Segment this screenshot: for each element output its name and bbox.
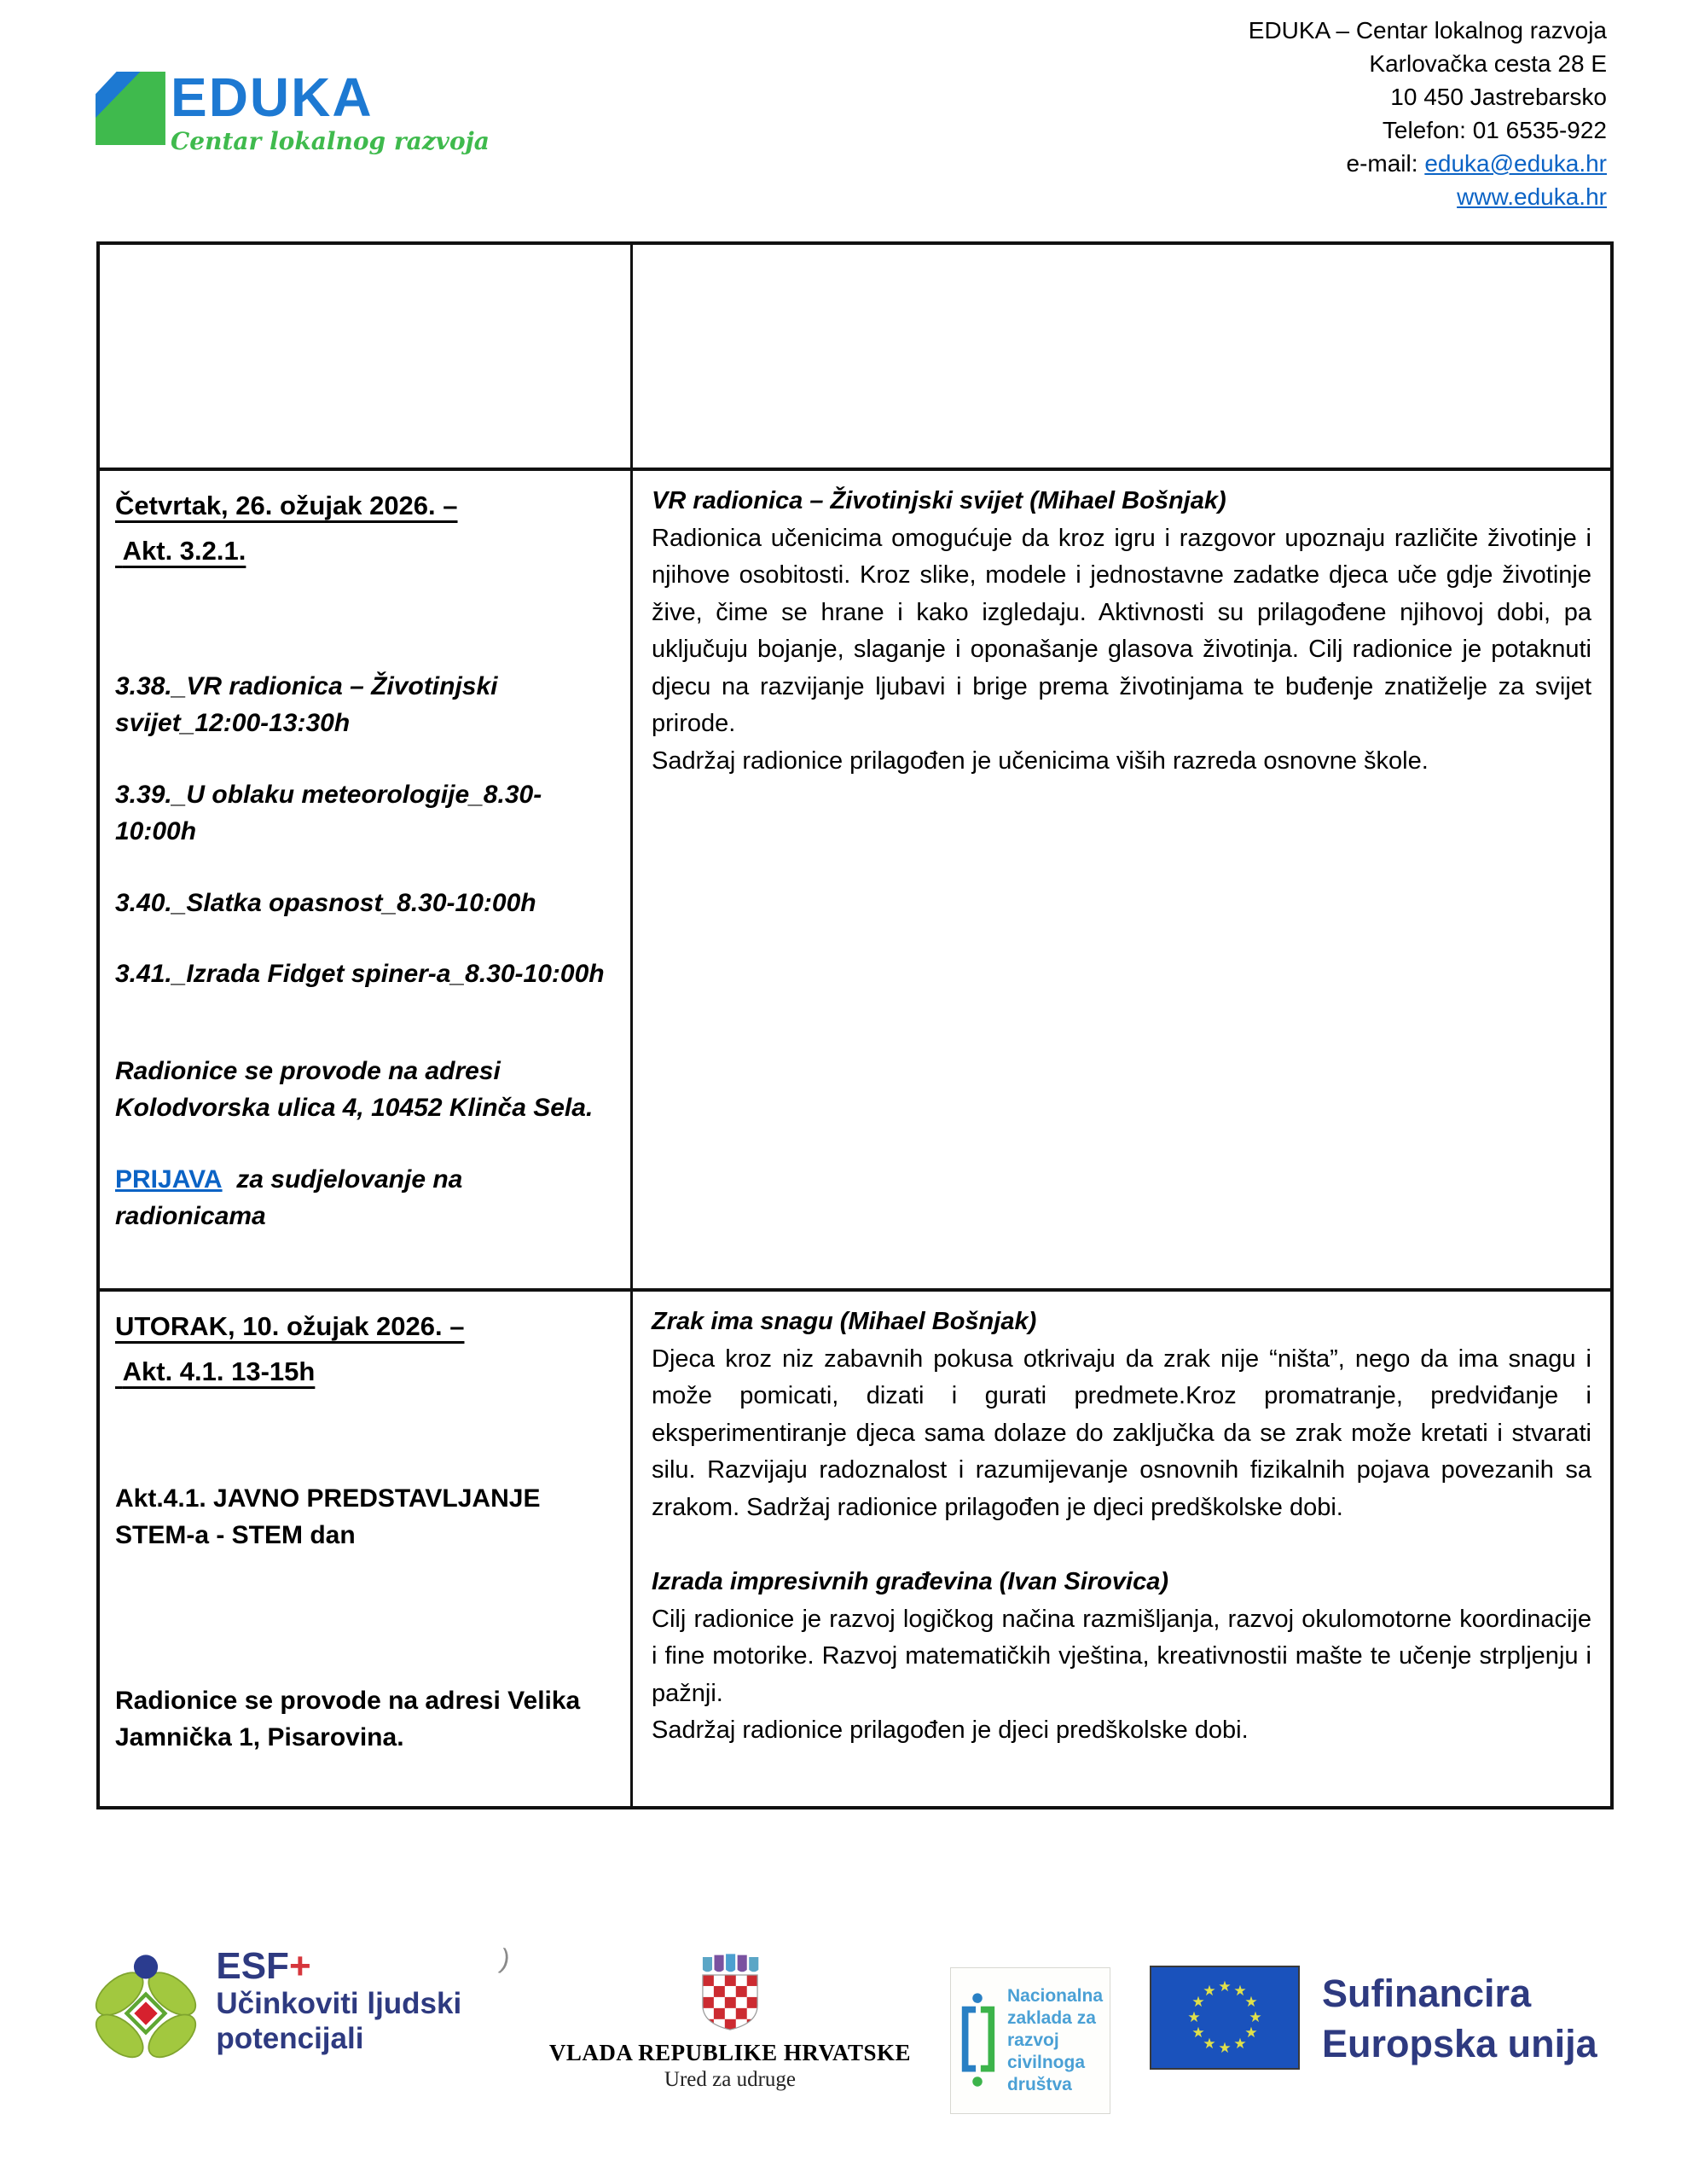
activity-item-338: 3.38._VR radionica – Životinjski svijet_12:00-13:30h bbox=[115, 671, 498, 738]
brackets-icon bbox=[958, 1987, 999, 2094]
contact-block bbox=[1249, 14, 1607, 213]
workshop-audience-gradevine: Sadržaj radionice prilagođen je djeci predškolske dobi. bbox=[652, 1716, 1249, 1744]
contact-email-line bbox=[1249, 147, 1607, 180]
esf-word-part: ESF bbox=[216, 1945, 289, 1987]
eu-flag-icon bbox=[1150, 1966, 1300, 2070]
schedule-table bbox=[96, 241, 1614, 1809]
esf-tagline-line2: potencijali bbox=[216, 2022, 364, 2056]
thursday-schedule-cell bbox=[100, 471, 633, 1292]
eduka-logo-icon bbox=[96, 72, 165, 145]
eduka-logo bbox=[96, 67, 490, 155]
eu-logo-text bbox=[1322, 1969, 1597, 2069]
eu-star: ★ bbox=[1218, 1978, 1232, 1995]
eu-text-line1: Sufinancira bbox=[1322, 1972, 1532, 2015]
eduka-logo-text bbox=[171, 67, 490, 155]
eduka-logo-tagline: Centar lokalnog razvoja bbox=[171, 126, 490, 155]
workshop-description-zrak: Djeca kroz niz zabavnih pokusa otkrivaju da zrak nije “ništa”, nego da ima snagu i može pomicati, dizati i gurati predmete.Kroz promatranje, predviđanje i eksperimentiranje djeca sama dolaze do zaključka da se zrak može kretati i stvarati silu. Razvijaju radoznalost i razumijevanje osnovnih fizikalnih pojava povezanih sa zrakom. Sadržaj radionice prilagođen je djeci predškolske dobi. bbox=[652, 1345, 1591, 1521]
workshop-description-vr: Radionica učenicima omogućuje da kroz igru i razgovor upoznaju različite životinje i njihove osobitosti. Kroz slike, modele i jednostavne zadatke djeca uče gdje životinje žive, čime se hrane i kako izgledaju. Aktivnosti su prilagođene njihovoj dobi, pa uključuju bojanje, slaganje i oponašanje glasova životinja. Cilj radionice je potaknuti djecu na razvijanje ljubavi i brige prema životinjama te buđenje znatiželje za svijet prirode. bbox=[652, 524, 1591, 737]
eu-star: ★ bbox=[1249, 2009, 1262, 2026]
zaklada-line4: civilnoga bbox=[1006, 2053, 1086, 2072]
thursday-date-heading: Četvrtak, 26. ožujak 2026. – bbox=[115, 491, 458, 520]
workshop-description-gradevine: Cilj radionice je razvoj logičkog načina razmišljanja, razvoj okulomotorne koordinacije i fine motorike. Razvoj matematičkih vještina, kreativnostii mašte te učenje strpljenju i pažnji. bbox=[652, 1605, 1591, 1707]
zaklada-logo-text bbox=[1007, 1985, 1103, 2096]
thursday-description-cell bbox=[633, 471, 1610, 1292]
vlada-logo bbox=[549, 1949, 911, 2092]
thursday-activity-code: Akt. 3.2.1. bbox=[115, 536, 246, 566]
activity-item-341: 3.41._Izrada Fidget spiner-a_8.30-10:00h bbox=[115, 960, 605, 989]
empty-cell-left bbox=[100, 245, 633, 471]
eu-star: ★ bbox=[1191, 1994, 1205, 2011]
esf-wordmark bbox=[216, 1947, 461, 1986]
workshop-title-zrak: Zrak ima snagu (Mihael Bošnjak) bbox=[652, 1308, 1037, 1335]
contact-phone-line: Telefon: 01 6535-922 bbox=[1382, 117, 1607, 143]
eu-star: ★ bbox=[1244, 1994, 1258, 2011]
registration-line bbox=[115, 1161, 615, 1235]
email-link[interactable]: eduka@eduka.hr bbox=[1424, 150, 1607, 177]
zaklada-line3: razvoj bbox=[1006, 2030, 1059, 2050]
eu-star: ★ bbox=[1187, 2009, 1201, 2026]
zaklada-line5: društva bbox=[1006, 2075, 1072, 2094]
eu-star: ★ bbox=[1218, 2040, 1232, 2057]
prijava-link[interactable]: PRIJAVA bbox=[115, 1165, 223, 1194]
zaklada-logo bbox=[950, 1967, 1110, 2114]
tuesday-address-note: Radionice se provode na adresi Velika Jamnička 1, Pisarovina. bbox=[115, 1686, 581, 1752]
tuesday-schedule-cell bbox=[100, 1292, 633, 1806]
contact-city-line: 10 450 Jastrebarsko bbox=[1390, 84, 1607, 110]
paragraph-spacer bbox=[652, 1526, 1591, 1564]
activity-item-stem-day: Akt.4.1. JAVNO PREDSTAVLJANJE STEM-a - STEM dan bbox=[115, 1484, 541, 1550]
eu-cofinancing-logo bbox=[1150, 1966, 1597, 2070]
eu-star: ★ bbox=[1244, 2024, 1258, 2042]
thursday-address-note: Radionice se provode na adresi Kolodvorska ulica 4, 10452 Klinča Sela. bbox=[115, 1056, 594, 1123]
website-link[interactable]: www.eduka.hr bbox=[1457, 183, 1607, 210]
esf-plus-sign: + bbox=[288, 1945, 311, 1987]
tuesday-activity-code: Akt. 4.1. 13-15h bbox=[115, 1356, 316, 1387]
footer-logos bbox=[0, 1943, 1687, 2114]
eu-star: ★ bbox=[1233, 1983, 1247, 2000]
zaklada-line2: zaklada za bbox=[1006, 2008, 1096, 2028]
esf-tagline-line1: Učinkoviti ljudski bbox=[216, 1987, 462, 2021]
empty-cell-right bbox=[633, 245, 1610, 471]
esf-logo bbox=[90, 1947, 461, 2068]
prijava-suffix: za sudjelovanje na radionicama bbox=[115, 1165, 470, 1231]
croatian-coat-of-arms-icon bbox=[699, 1949, 762, 2033]
eu-star: ★ bbox=[1191, 2024, 1205, 2042]
zaklada-line1: Nacionalna bbox=[1006, 1986, 1104, 2006]
eu-star: ★ bbox=[1233, 2036, 1247, 2053]
workshop-title-vr: VR radionica – Životinjski svijet (Mihael Bošnjak) bbox=[652, 487, 1226, 514]
workshop-title-gradevine: Izrada impresivnih građevina (Ivan Sirovica) bbox=[652, 1568, 1168, 1595]
eu-star: ★ bbox=[1203, 1983, 1216, 2000]
eu-star: ★ bbox=[1203, 2036, 1216, 2053]
tuesday-date-heading: UTORAK, 10. ožujak 2026. – bbox=[115, 1311, 465, 1341]
activity-item-339: 3.39._U oblaku meteorologije_8.30-10:00h bbox=[115, 780, 542, 846]
tuesday-description-cell bbox=[633, 1292, 1610, 1806]
activity-item-340: 3.40._Slatka opasnost_8.30-10:00h bbox=[115, 888, 536, 917]
scan-artifact-mark: ) bbox=[497, 1943, 513, 1975]
contact-street-line: Karlovačka cesta 28 E bbox=[1369, 50, 1607, 77]
esf-logo-text bbox=[216, 1947, 461, 2057]
email-label: e-mail: bbox=[1346, 150, 1425, 177]
vlada-title: VLADA REPUBLIKE HRVATSKE bbox=[548, 2040, 912, 2065]
workshop-audience-vr: Sadržaj radionice prilagođen je učenicima viših razreda osnovne škole. bbox=[652, 746, 1429, 775]
contact-org-line: EDUKA – Centar lokalnog razvoja bbox=[1248, 17, 1607, 44]
eu-text-line2: Europska unija bbox=[1322, 2021, 1597, 2065]
esf-flower-icon bbox=[90, 1947, 202, 2068]
vlada-subtitle: Ured za udruge bbox=[664, 2068, 796, 2091]
contact-website-line bbox=[1249, 180, 1607, 213]
eduka-logo-wordmark: EDUKA bbox=[171, 67, 374, 128]
